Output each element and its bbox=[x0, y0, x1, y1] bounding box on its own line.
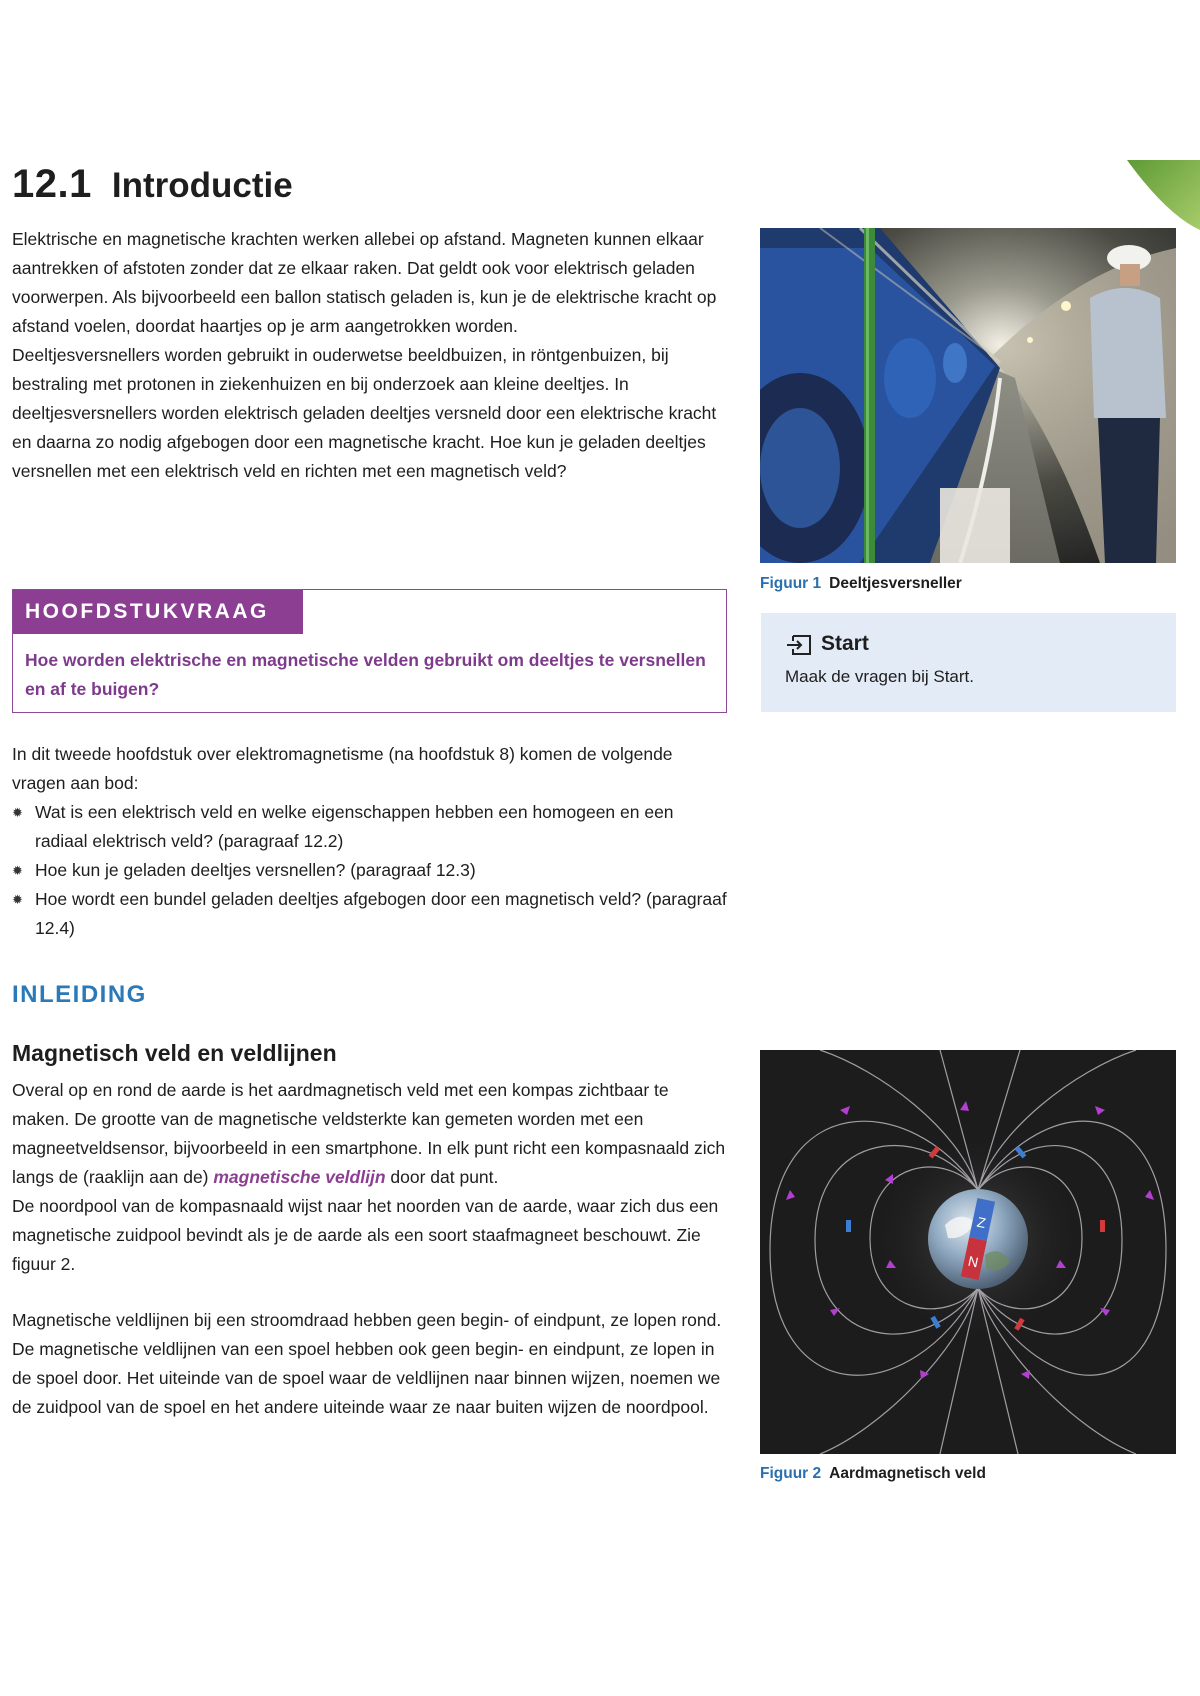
section-paragraph-2: Magnetische veldlijnen bij een stroomdraad hebben geen begin- of eindpunt, ze lopen rond. De magnetische veldlijnen van een spoel hebben ook geen begin- en eindpunt, ze lopen in de spoel door. Het uiteinde van de spoel waar de veldlijnen naar binnen wijzen, noemen we de zuidpool van de spoel en het andere uiteinde waar ze naar buiten wijzen de noordpool. bbox=[12, 1310, 722, 1417]
intro-paragraph-2: Deeltjesversnellers worden gebruikt in ouderwetse beeldbuizen, in röntgenbuizen, bij bestraling met protonen in ziekenhuizen en bij onderzoek aan kleine deeltjes. In deeltjesversnellers worden elektrisch geladen deeltjes versneld door een elektrische kracht en daarna zo nodig afgebogen door een magnetische kracht. Hoe kun je geladen deeltjes versnellen met een elektrisch veld en richten met een magnetisch veld? bbox=[12, 345, 717, 481]
figure-1-caption bbox=[760, 575, 962, 593]
section-heading: INLEIDING bbox=[12, 981, 147, 1008]
overview-paragraph: In dit tweede hoofdstuk over elektromagnetisme (na hoofdstuk 8) komen de volgende vragen aan bod: bbox=[12, 744, 673, 793]
page-title bbox=[12, 162, 293, 207]
page-corner-tab bbox=[1127, 160, 1200, 230]
earth-magnetic-field-illustration bbox=[760, 1050, 1176, 1454]
magnet-top-letter: Z bbox=[975, 1213, 988, 1232]
start-title: Start bbox=[821, 632, 869, 655]
section-paragraph-1-start: Overal op en rond de aarde is het aardmagnetisch veld met een kompas zichtbaar te maken. De grootte van de magnetische veldsterkte kan gemeten worden met een magneetveldsensor, bijvoorbeeld in een smartphone. In elk punt richt een kompasnaald zich langs de (raaklijn aan de) bbox=[12, 1080, 726, 1187]
intro-paragraph-1: Elektrische en magnetische krachten werken allebei op afstand. Magneten kunnen elkaar aantrekken of afstoten zonder dat ze elkaar raken. Dat geldt ook voor elektrisch geladen voorwerpen. Als bijvoorbeeld een ballon statisch geladen is, kun je de elektrische kracht op afstand voelen, doordat haartjes op je arm aangetrokken worden. bbox=[12, 229, 717, 336]
chapter-number: 12.1 bbox=[12, 162, 92, 206]
list-item: ✹ Wat is een elektrisch veld en welke eigenschappen hebben een homogeen en een radiaal elektrisch veld? (paragraaf 12.2) bbox=[12, 798, 727, 856]
section-paragraph-1-end: door dat punt. bbox=[385, 1167, 499, 1187]
section-paragraph-1b: De noordpool van de kompasnaald wijst naar het noorden van de aarde, waar zich dus een magnetische zuidpool bevindt als je de aarde als een soort staafmagneet beschouwt. Zie figuur 2. bbox=[12, 1196, 719, 1274]
list-item: ✹ Hoe kun je geladen deeltjes versnellen? (paragraaf 12.3) bbox=[12, 856, 727, 885]
figure-2-caption bbox=[760, 1465, 986, 1483]
chapter-question-heading: HOOFDSTUKVRAAG bbox=[13, 590, 303, 634]
start-box bbox=[761, 613, 1176, 712]
list-item: ✹ Hoe wordt een bundel geladen deeltjes afgebogen door een magnetisch veld? (paragraaf 12.4) bbox=[12, 885, 727, 943]
intro-text bbox=[12, 225, 727, 486]
chapter-title: Introductie bbox=[111, 166, 293, 205]
figure-2-caption-text: Aardmagnetisch veld bbox=[829, 1465, 986, 1482]
figure-1-caption-text: Deeltjesversneller bbox=[829, 575, 962, 592]
overview-list bbox=[12, 798, 727, 943]
figure-1-label: Figuur 1 bbox=[760, 575, 822, 592]
start-icon bbox=[785, 633, 813, 657]
section-subheading: Magnetisch veld en veldlijnen bbox=[12, 1040, 337, 1066]
figure-2-label: Figuur 2 bbox=[760, 1465, 822, 1482]
magnet-bottom-letter: N bbox=[966, 1252, 980, 1271]
chapter-question-box bbox=[12, 589, 727, 713]
chapter-question-text: Hoe worden elektrische en magnetische velden gebruikt om deeltjes te versnellen en af te buigen? bbox=[25, 650, 706, 699]
accelerator-tunnel-photo bbox=[760, 228, 1176, 563]
start-text: Maak de vragen bij Start. bbox=[785, 667, 974, 686]
key-term-magnetic-field-line: magnetische veldlijn bbox=[213, 1167, 386, 1187]
section-paragraph-1 bbox=[12, 1076, 727, 1279]
